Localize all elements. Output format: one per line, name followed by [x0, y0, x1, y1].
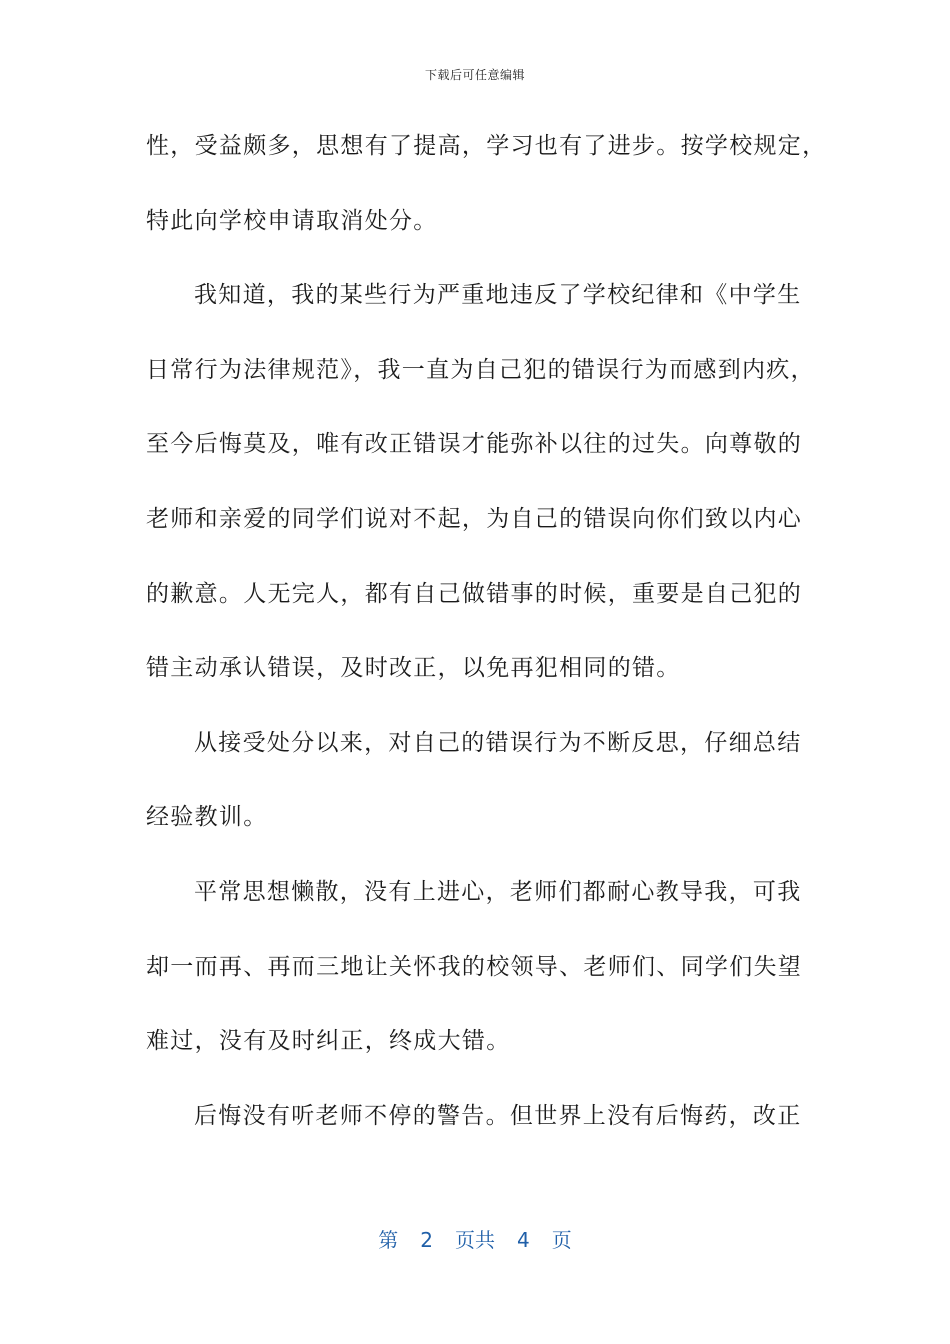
text-line-8: 错主动承认错误，及时改正，以免再犯相同的错。 — [146, 655, 681, 682]
footer-page-number: 2 — [420, 1228, 433, 1252]
text-line-11: 平常思想懒散，没有上进心，老师们都耐心教导我，可我 — [194, 878, 802, 905]
text-line-12: 却一而再、再而三地让关怀我的校领导、老师们、同学们失望 — [146, 953, 803, 980]
footer-total-pages: 4 — [517, 1228, 530, 1252]
text-line-1: 性，受益颇多，思想有了提高，学习也有了进步。按学校规定， — [146, 133, 827, 159]
text-line-13: 难过，没有及时纠正，终成大错。 — [146, 1028, 511, 1055]
text-line-4: 日常行为法律规范》，我一直为自己犯的错误行为而感到内疚， — [146, 356, 815, 383]
text-line-6: 老师和亲爱的同学们说对不起，为自己的错误向你们致以内心 — [146, 505, 803, 532]
footer-prefix: 第 — [378, 1228, 399, 1252]
text-line-2: 特此向学校申请取消处分。 — [146, 207, 438, 234]
text-line-14: 后悔没有听老师不停的警告。但世界上没有后悔药，改正 — [194, 1102, 802, 1129]
text-line-7: 的歉意。人无完人，都有自己做错事的时候，重要是自己犯的 — [146, 580, 803, 607]
text-line-9: 从接受处分以来，对自己的错误行为不断反思，仔细总结 — [194, 729, 802, 756]
footer-middle: 页共 — [455, 1228, 495, 1252]
page-footer — [0, 1224, 950, 1253]
document-body — [146, 122, 827, 1166]
header-note: 下载后可任意编辑 — [424, 68, 525, 82]
footer-suffix: 页 — [551, 1228, 572, 1252]
text-line-3: 我知道，我的某些行为严重地违反了学校纪律和《中学生 — [194, 282, 802, 309]
text-line-10: 经验教训。 — [146, 804, 268, 831]
text-line-5: 至今后悔莫及，唯有改正错误才能弥补以往的过失。向尊敬的 — [146, 431, 803, 458]
